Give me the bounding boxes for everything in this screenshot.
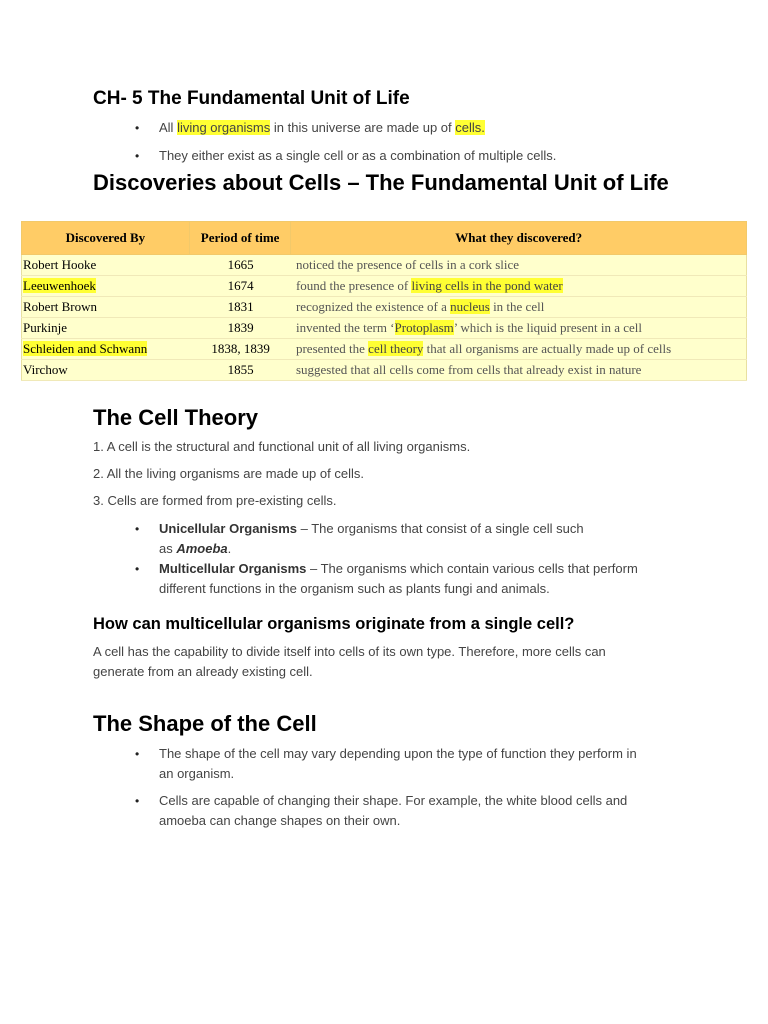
cell-discoverer: Virchow — [22, 360, 190, 381]
cell-period: 1665 — [189, 255, 291, 276]
cell-discoverer: Purkinje — [22, 318, 190, 339]
multicellular-term: Multicellular Organisms — [159, 561, 307, 576]
cell-period: 1855 — [189, 360, 291, 381]
question-answer-line-2: generate from an already existing cell. — [93, 664, 313, 679]
question-answer-line-1: A cell has the capability to divide itself into cells of its own type. Therefore, more cells can — [93, 644, 606, 659]
bullet-icon: • — [135, 522, 140, 536]
table-header-row — [22, 222, 747, 255]
shape-heading: The Shape of the Cell — [93, 711, 317, 736]
discoveries-table — [21, 221, 747, 381]
amoeba-example: Amoeba — [176, 541, 228, 556]
bullet-icon: • — [135, 562, 140, 576]
shape-bullet-2: • Cells are capable of changing their shape. For example, the white blood cells and amoeba can change shapes on their own. — [135, 793, 628, 828]
table-row — [22, 255, 747, 276]
column-header-discovered-by: Discovered By — [22, 222, 190, 255]
cell-theory-point-3: 3. Cells are formed from pre-existing cells. — [93, 493, 337, 508]
cell-period: 1831 — [189, 297, 291, 318]
bullet-icon: • — [135, 121, 140, 135]
cell-discovery: invented the term ‘Protoplasm’ which is the liquid present in a cell — [291, 318, 747, 339]
table-row — [22, 276, 747, 297]
bullet-icon: • — [135, 149, 140, 163]
chapter-title: CH- 5 The Fundamental Unit of Life — [93, 88, 410, 109]
cell-period: 1839 — [189, 318, 291, 339]
column-header-what: What they discovered? — [291, 222, 747, 255]
cell-discoverer: Leeuwenhoek — [22, 276, 190, 297]
cell-discovery: suggested that all cells come from cells that already exist in nature — [291, 360, 747, 381]
cell-discovery: found the presence of living cells in the pond water — [291, 276, 747, 297]
table-row — [22, 339, 747, 360]
cell-theory-heading: The Cell Theory — [93, 405, 259, 430]
multicellular-bullet: • Multicellular Organisms – The organisms which contain various cells that perform different functions in the organism such as plants fungi and animals. — [135, 561, 638, 596]
bullet-icon: • — [135, 794, 140, 808]
shape-bullet-1: • The shape of the cell may vary depending upon the type of function they perform in an organism. — [135, 746, 637, 781]
table-row — [22, 318, 747, 339]
bullet-icon: • — [135, 747, 140, 761]
table-row — [22, 297, 747, 318]
highlight-living-organisms: living organisms — [177, 120, 271, 135]
document-page: CH- 5 The Fundamental Unit of Life • All living organisms in this universe are made up of cells. • They either exist as a single cell or as a combination of multiple cells. Discoveries about Cells – The Fundamental Unit of Life Discovered By Period of time What they discovered? Robert Hooke 1665 noticed the presence of cells in a cork slice Leeuwenhoek 1674 found the presence of living cells in the pond water Robert Brown 1831 recognized the existence of a nucleus in the cell Purkinje 1839 invented the term ‘Protoplasm’ which is the liquid present in a cell Schleiden and Schwann 1838, 1839 presented the cell theory that all organisms are actually made up of cells Virchow 1855 suggested that all cells come from cells that already exist in nature The Cell Theory 1. A cell is the structural and functional unit of all living organisms. 2. All the living organisms are made up of cells. 3. Cells are formed from pre-existing cells. • Unicellular Organisms – The organisms that consist of a single cell such as Amoeba. • Multicellular Organisms – The organisms which contain various cells that perform different functions in the organism such as plants fungi and animals. How can multicellular organisms originate from a single cell? A cell has the capability to divide itself into cells of its own type. Therefore, more cells can generate from an already existing cell. The Shape of the Cell • The shape of the cell may vary depending upon the type of function they perform in an organism. • Cells are capable of changing their shape. For example, the white blood cells and amoeba can change shapes on their own. — [0, 0, 768, 1024]
cell-period: 1838, 1839 — [189, 339, 291, 360]
cell-discovery: noticed the presence of cells in a cork slice — [291, 255, 747, 276]
cell-discoverer: Robert Brown — [22, 297, 190, 318]
discoveries-heading: Discoveries about Cells – The Fundamental Unit of Life — [93, 170, 669, 195]
table-row — [22, 360, 747, 381]
cell-discovery: recognized the existence of a nucleus in the cell — [291, 297, 747, 318]
cell-discoverer: Robert Hooke — [22, 255, 190, 276]
unicellular-bullet: • Unicellular Organisms – The organisms that consist of a single cell such as Amoeba. — [135, 521, 584, 556]
unicellular-term: Unicellular Organisms — [159, 521, 297, 536]
cell-period: 1674 — [189, 276, 291, 297]
question-heading: How can multicellular organisms originate from a single cell? — [93, 615, 575, 633]
cell-theory-point-1: 1. A cell is the structural and functional unit of all living organisms. — [93, 439, 471, 454]
cell-discovery: presented the cell theory that all organisms are actually made up of cells — [291, 339, 747, 360]
cell-discoverer: Schleiden and Schwann — [22, 339, 190, 360]
column-header-period: Period of time — [189, 222, 291, 255]
highlight-cells: cells. — [455, 120, 485, 135]
cell-theory-point-2: 2. All the living organisms are made up of cells. — [93, 466, 364, 481]
